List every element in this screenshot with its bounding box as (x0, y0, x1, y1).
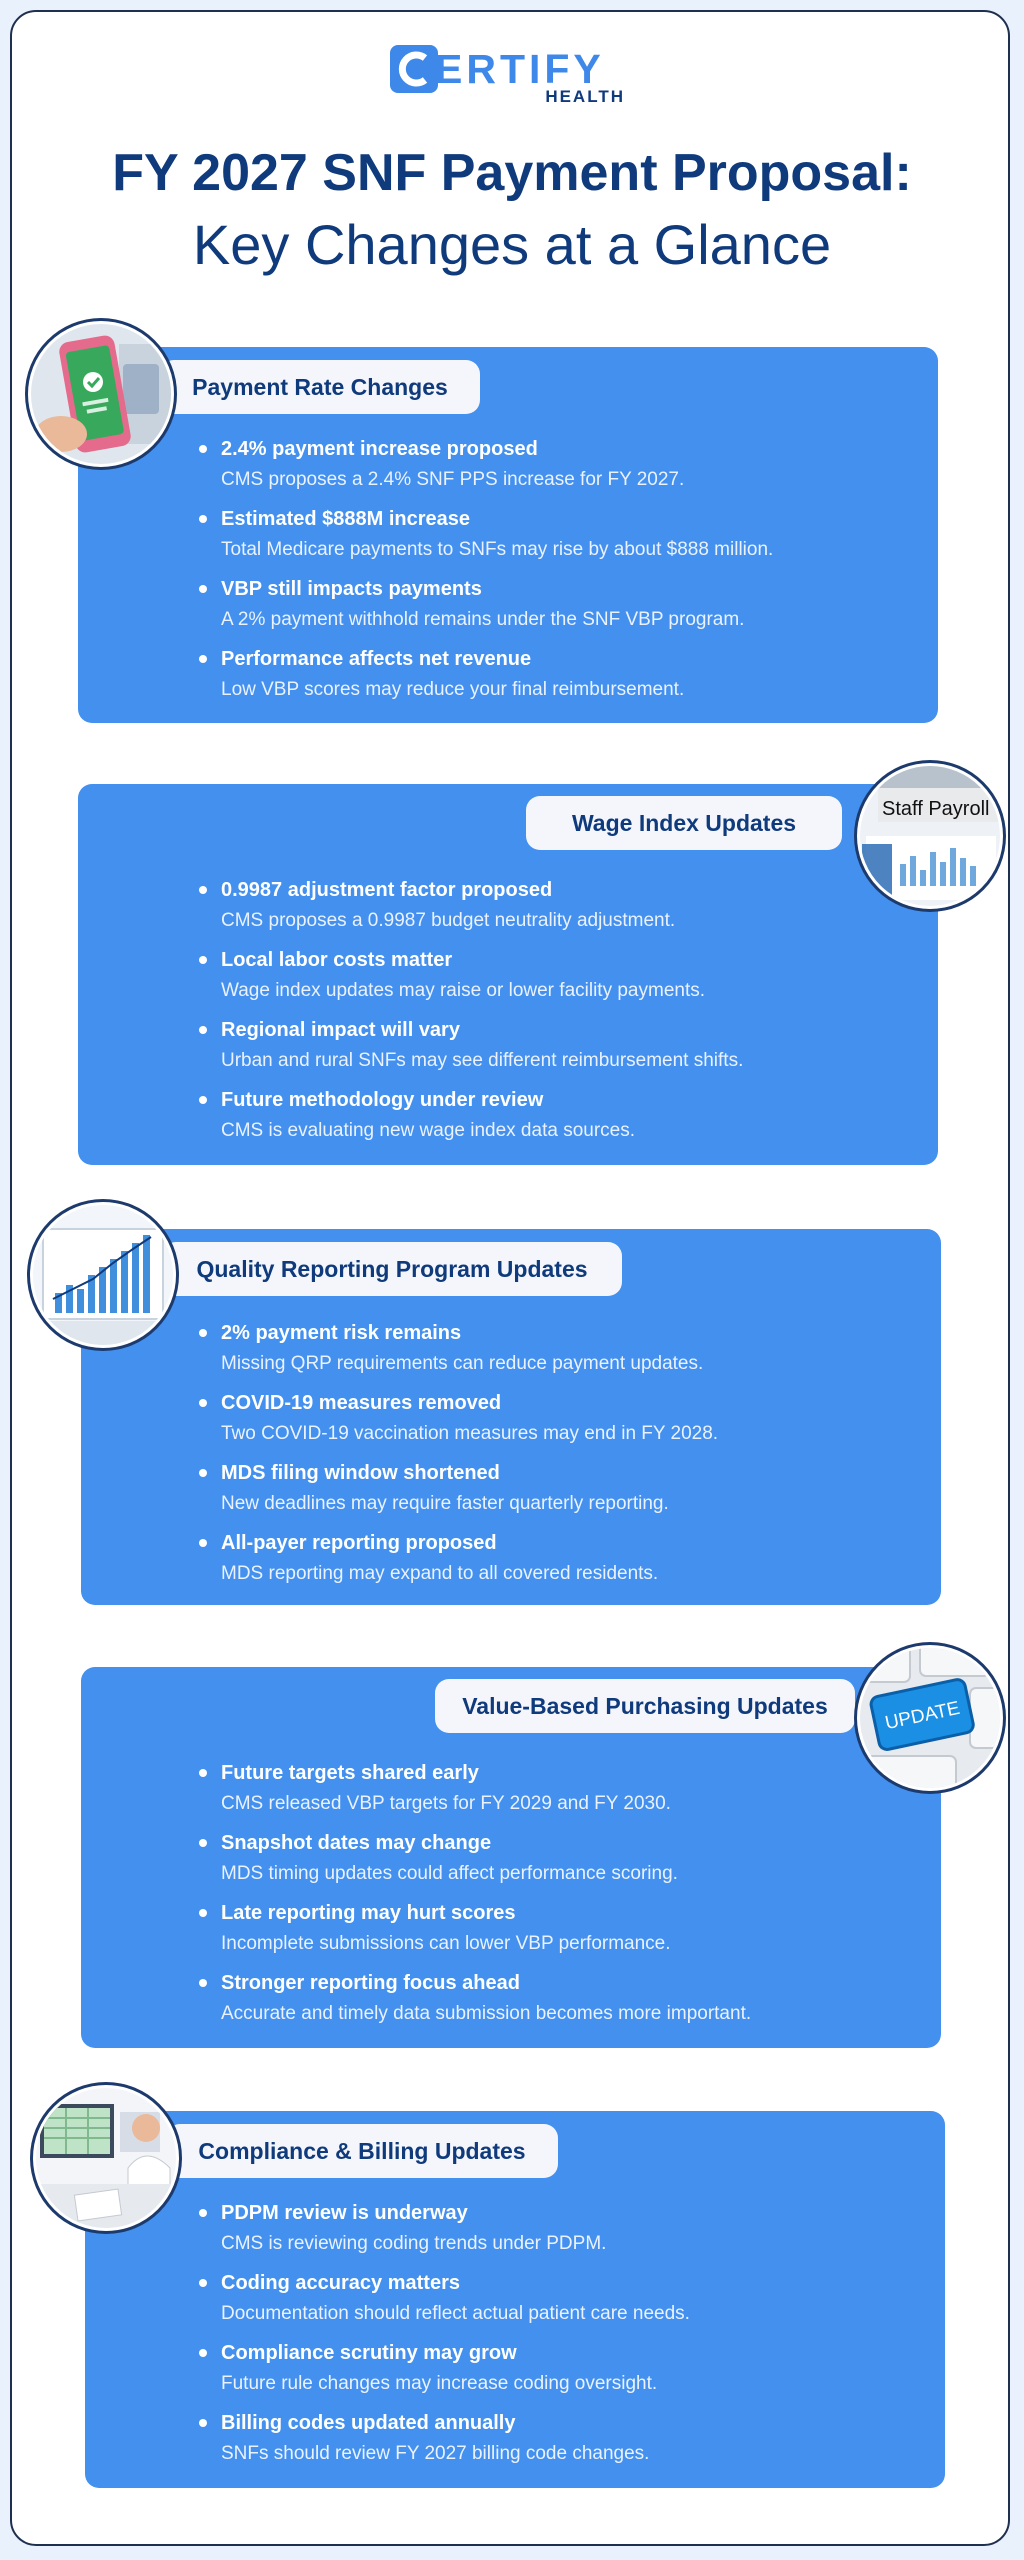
section-title-compliance: Compliance & Billing Updates (166, 2124, 558, 2178)
bullet-icon (199, 1769, 207, 1777)
item-text: Low VBP scores may reduce your final reimbursement. (221, 679, 685, 700)
item-heading: PDPM review is underway (221, 2202, 468, 2224)
item-heading: Compliance scrutiny may grow (221, 2342, 517, 2364)
bullet-icon (199, 515, 207, 523)
bullet-icon (199, 1839, 207, 1847)
bullet-icon (199, 655, 207, 663)
bullet-icon (199, 585, 207, 593)
section-title-quality-reporting: Quality Reporting Program Updates (162, 1242, 622, 1296)
bullet-icon (199, 1329, 207, 1337)
item-text: Missing QRP requirements can reduce payment updates. (221, 1353, 704, 1374)
bullet-icon (199, 1096, 207, 1104)
bullet-icon (199, 445, 207, 453)
item-heading: Late reporting may hurt scores (221, 1902, 516, 1924)
bullet-icon (199, 2209, 207, 2217)
bullet-icon (199, 1469, 207, 1477)
bullet-icon (199, 2419, 207, 2427)
item-text: Accurate and timely data submission becomes more important. (221, 2003, 752, 2024)
item-text: CMS released VBP targets for FY 2029 and FY 2030. (221, 1793, 671, 1814)
item-heading: Billing codes updated annually (221, 2412, 516, 2434)
bullet-icon (199, 1539, 207, 1547)
item-text: MDS reporting may expand to all covered residents. (221, 1563, 659, 1584)
payment-phone-icon (28, 321, 174, 467)
logo-wordmark: ERTIFY (435, 46, 605, 92)
item-heading: Snapshot dates may change (221, 1832, 492, 1854)
item-heading: COVID-19 measures removed (221, 1392, 502, 1414)
certify-health-logo (389, 44, 639, 104)
item-heading: Estimated $888M increase (221, 508, 471, 530)
item-text: Total Medicare payments to SNFs may rise by about $888 million. (221, 539, 774, 560)
logo-c-icon (389, 44, 439, 94)
item-heading: Future targets shared early (221, 1762, 479, 1784)
bar-chart-icon (30, 1202, 176, 1348)
staff-payroll-label: Staff Payroll (882, 798, 990, 820)
item-heading: Future methodology under review (221, 1089, 544, 1111)
item-heading: Local labor costs matter (221, 949, 453, 971)
item-text: CMS is evaluating new wage index data sources. (221, 1120, 636, 1141)
billing-desk-icon (33, 2085, 179, 2231)
page-subtitle: Key Changes at a Glance (192, 213, 832, 276)
item-text: SNFs should review FY 2027 billing code changes. (221, 2443, 650, 2464)
item-text: Urban and rural SNFs may see different reimbursement shifts. (221, 1050, 744, 1071)
item-text: Incomplete submissions can lower VBP performance. (221, 1933, 671, 1954)
bullet-icon (199, 956, 207, 964)
item-text: MDS timing updates could affect performance scoring. (221, 1863, 678, 1884)
item-heading: Coding accuracy matters (221, 2272, 460, 2294)
item-heading: Regional impact will vary (221, 1019, 460, 1041)
item-heading: 2% payment risk remains (221, 1322, 462, 1344)
section-title-vbp: Value-Based Purchasing Updates (435, 1679, 855, 1733)
bullet-icon (199, 886, 207, 894)
item-heading: Stronger reporting focus ahead (221, 1972, 520, 1994)
item-text: Future rule changes may increase coding oversight. (221, 2373, 658, 2394)
item-text: New deadlines may require faster quarterly reporting. (221, 1493, 669, 1514)
item-heading: All-payer reporting proposed (221, 1532, 497, 1554)
item-text: CMS proposes a 0.9987 budget neutrality adjustment. (221, 910, 676, 931)
item-heading: VBP still impacts payments (221, 578, 482, 600)
item-text: Documentation should reflect actual patient care needs. (221, 2303, 690, 2324)
item-text: CMS proposes a 2.4% SNF PPS increase for FY 2027. (221, 469, 685, 490)
bullet-icon (199, 1399, 207, 1407)
item-heading: 0.9987 adjustment factor proposed (221, 879, 553, 901)
section-title-payment-rate: Payment Rate Changes (160, 360, 480, 414)
bullet-icon (199, 1909, 207, 1917)
staff-payroll-icon (857, 763, 1003, 909)
page-title: FY 2027 SNF Payment Proposal: (112, 144, 912, 202)
bullet-icon (199, 2279, 207, 2287)
item-text: CMS is reviewing coding trends under PDPM. (221, 2233, 607, 2254)
bullet-icon (199, 1026, 207, 1034)
item-text: Two COVID-19 vaccination measures may end in FY 2028. (221, 1423, 719, 1444)
bullet-icon (199, 1979, 207, 1987)
bullet-icon (199, 2349, 207, 2357)
update-key-label: UPDATE (883, 1697, 962, 1735)
item-heading: Performance affects net revenue (221, 648, 532, 670)
item-text: A 2% payment withhold remains under the SNF VBP program. (221, 609, 745, 630)
item-heading: MDS filing window shortened (221, 1462, 500, 1484)
item-text: Wage index updates may raise or lower facility payments. (221, 980, 706, 1001)
item-heading: 2.4% payment increase proposed (221, 438, 538, 460)
logo-subtext: HEALTH (545, 87, 625, 106)
section-title-wage-index: Wage Index Updates (526, 796, 842, 850)
update-key-icon (857, 1645, 1003, 1791)
